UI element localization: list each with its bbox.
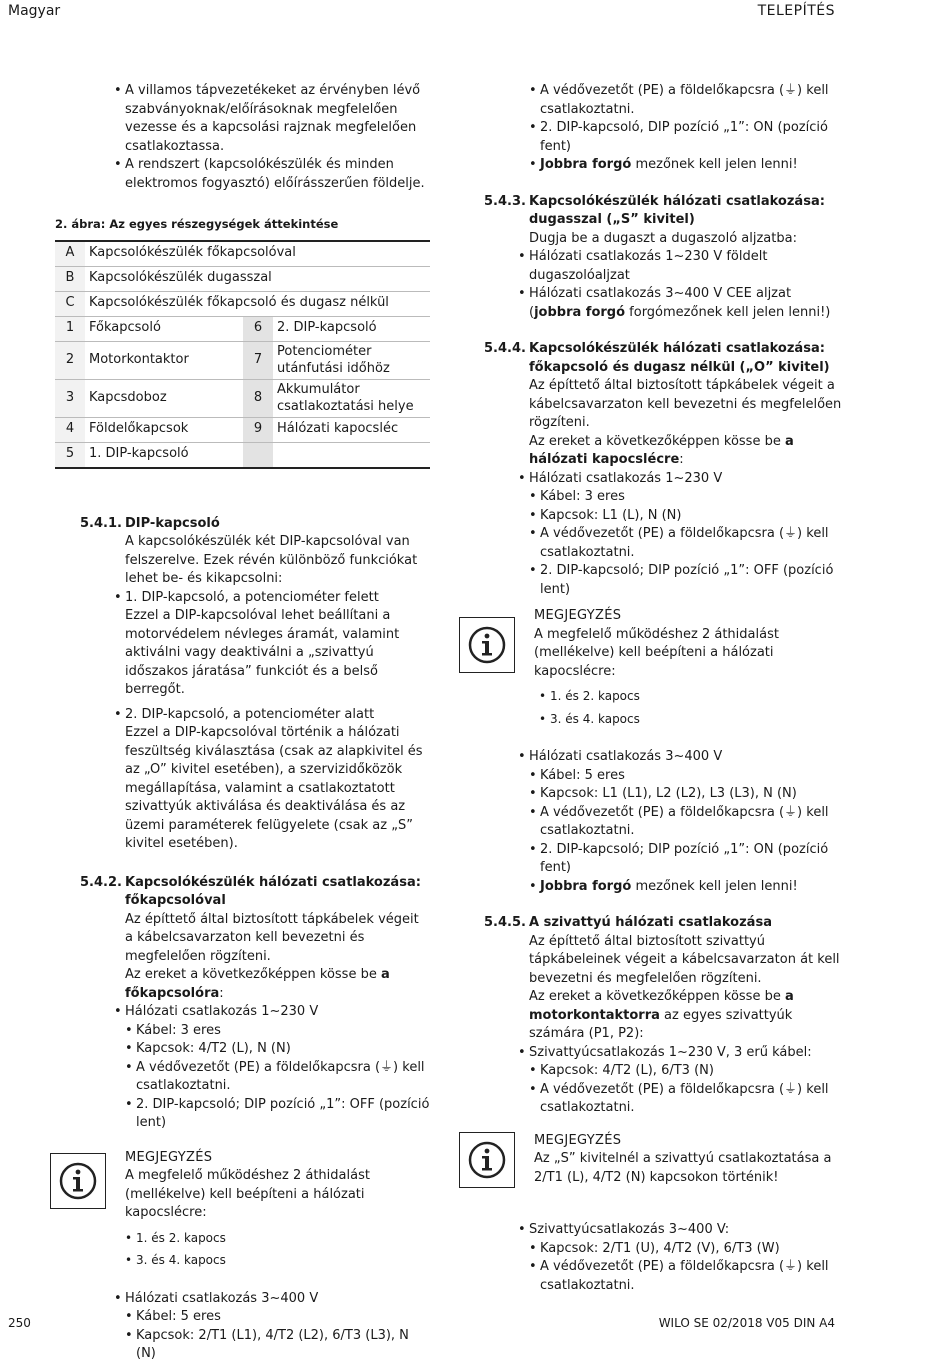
part-number: 8	[243, 379, 273, 417]
section-intro: Az építtető által biztosított szivattyú tápkábeleinek végeit a kábelcsavarzaton át kell bevezetni és megfelelően rögzíteni.	[529, 933, 840, 986]
info-icon	[459, 1132, 515, 1188]
note-box	[125, 1149, 430, 1270]
list-item: • Kapcsok: 2/T1 (L1), 4/T2 (L2), 6/T3 (L3), N (N)	[125, 1327, 430, 1364]
variant-key: B	[55, 266, 85, 291]
section-5-4-4	[484, 340, 844, 896]
list-item: • A védővezetőt (PE) a földelőkapcsra (⏚) kell csatlakoztatni.	[529, 1258, 844, 1295]
variant-label: Kapcsolókészülék dugasszal	[85, 266, 430, 291]
parts-table	[55, 240, 430, 469]
list-item: • 1. és 2. kapocs	[539, 687, 844, 706]
part-label: Potenciométer utánfutási időhöz	[273, 341, 430, 379]
list-item	[114, 706, 430, 854]
left-column	[55, 82, 430, 1364]
section-title: DIP-kapcsoló	[125, 515, 220, 531]
document-reference: WILO SE 02/2018 V05 DIN A4	[658, 1316, 835, 1330]
part-number: 7	[243, 341, 273, 379]
note-text: A megfelelő működéshez 2 áthidalást (mellékelve) kell beépíteni a hálózati kapocslécre:	[125, 1168, 370, 1220]
list-item: • Jobbra forgó mezőnek kell jelen lenni!	[529, 156, 844, 175]
section-intro: A kapcsolókészülék két DIP-kapcsolóval van felszerelve. Ezek révén különböző funkciókat lehet be- és kikapcsolni:	[125, 534, 418, 586]
section-number: 5.4.2.	[80, 874, 122, 890]
connect-text: Az ereket a következőképpen kösse be a hálózati kapocslécre:	[529, 433, 794, 467]
item-title: • 1. DIP-kapcsoló, a potenciométer felett	[125, 589, 379, 605]
list-item: • Kábel: 3 eres	[529, 488, 844, 507]
part-label: Földelőkapcsok	[85, 417, 243, 442]
part-number	[243, 442, 273, 468]
part-number: 2	[55, 341, 85, 379]
section-number: 5.4.4.	[484, 341, 526, 356]
note-title: MEGJEGYZÉS	[534, 608, 622, 623]
table-row	[55, 241, 430, 267]
part-label: Motorkontaktor	[85, 341, 243, 379]
table-row	[55, 341, 430, 379]
page-number: 250	[8, 1316, 31, 1330]
section-intro: Az építtető által biztosított tápkábelek végeit a kábelcsavarzaton kell bevezetni és megfelelően rögzíteni.	[529, 378, 842, 430]
info-icon	[459, 617, 515, 673]
list-item: • Kábel: 3 eres	[125, 1022, 430, 1041]
section-5-4-3	[484, 193, 844, 323]
continued-list	[529, 82, 844, 175]
mains-label: Hálózati csatlakozás 3~400 V	[529, 749, 723, 764]
table-row	[55, 266, 430, 291]
section-title: Kapcsolókészülék hálózati csatlakozása: dugasszal („S” kivitel)	[529, 193, 825, 227]
list-item: • Kábel: 5 eres	[125, 1308, 430, 1327]
pump-label: Szivattyúcsatlakozás 1~230 V, 3 erű kábel:	[529, 1044, 812, 1060]
list-item: • A védővezetőt (PE) a földelőkapcsra (⏚) kell csatlakoztatni.	[529, 1081, 844, 1118]
list-item: • 2. DIP-kapcsoló; DIP pozíció „1”: ON (pozíció fent)	[529, 841, 844, 878]
list-item: • Kapcsok: 4/T2 (L), N (N)	[125, 1040, 430, 1059]
section-title: Kapcsolókészülék hálózati csatlakozása: főkapcsolóval	[125, 874, 421, 908]
list-item	[518, 470, 844, 600]
note-text: A megfelelő működéshez 2 áthidalást (mellékelve) kell beépíteni a hálózati kapocslécre:	[534, 626, 779, 679]
mains-label: Hálózati csatlakozás 3~400 V	[125, 1290, 319, 1306]
section-5-4-5	[484, 914, 844, 1295]
info-icon	[50, 1153, 106, 1209]
variant-label: Kapcsolókészülék főkapcsolóval	[85, 241, 430, 267]
list-item: • A védővezetőt (PE) a földelőkapcsra (⏚) kell csatlakoztatni.	[125, 1059, 430, 1096]
part-number: 1	[55, 316, 85, 341]
table-row	[55, 291, 430, 316]
item-text: Ezzel a DIP-kapcsolóval történik a hálózati feszültség kiválasztása (csak az alapkivitel és az „O” kivitel esetében), a szervizidőközök megállapítása, valamint a csatlakoztatott szivattyúk aktiválása és deaktiválása és az üzemi paraméterek felügyelete (csak az „S” kivitel esetében).	[125, 725, 423, 851]
section-intro: Az építtető által biztosított tápkábelek végeit a kábelcsavarzaton kell bevezetni és megfelelően rögzíteni.	[125, 911, 419, 964]
list-item: • A villamos tápvezetékeket az érvényben lévő szabványoknak/előírásoknak megfelelően vezesse és a kapcsolási rajznak megfelelően csatlakoztassa.	[114, 82, 430, 156]
list-item: • Kábel: 5 eres	[529, 767, 844, 786]
list-item: • 2. DIP-kapcsoló; DIP pozíció „1”: OFF (pozíció lent)	[529, 562, 844, 599]
list-item: • A rendszert (kapcsolókészülék és minden elektromos fogyasztó) előírásszerűen földelje.	[114, 156, 430, 193]
list-item: • 2. DIP-kapcsoló; DIP pozíció „1”: OFF (pozíció lent)	[125, 1096, 430, 1133]
list-item: • Jobbra forgó mezőnek kell jelen lenni!	[529, 878, 844, 897]
list-item: • Kapcsok: L1 (L), N (N)	[529, 507, 844, 526]
table-row	[55, 379, 430, 417]
section-number: 5.4.1.	[80, 515, 122, 531]
section-number: 5.4.5.	[484, 915, 526, 930]
item-title: • 2. DIP-kapcsoló, a potenciométer alatt	[125, 706, 375, 722]
list-item: • Kapcsok: 4/T2 (L), 6/T3 (N)	[529, 1062, 844, 1081]
list-item: • A védővezetőt (PE) a földelőkapcsra (⏚) kell csatlakoztatni.	[529, 804, 844, 841]
table-row	[55, 442, 430, 468]
list-item: • Kapcsok: L1 (L1), L2 (L2), L3 (L3), N (N)	[529, 785, 844, 804]
figure-caption: 2. ábra: Az egyes részegységek áttekintése	[55, 217, 339, 231]
part-label	[273, 442, 430, 468]
list-item: • Hálózati csatlakozás 1~230 V földelt dugaszolóaljzat	[518, 248, 844, 285]
part-label: Hálózati kapocsléc	[273, 417, 430, 442]
section-intro: Dugja be a dugaszt a dugaszoló aljzatba:	[529, 230, 797, 246]
part-label: Kapcsdoboz	[85, 379, 243, 417]
list-item: • 2. DIP-kapcsoló, DIP pozíció „1”: ON (pozíció fent)	[529, 119, 844, 156]
list-item: • 3. és 4. kapocs	[125, 1251, 430, 1270]
section-5-4-2	[80, 874, 430, 1364]
note-title: MEGJEGYZÉS	[125, 1149, 213, 1165]
pump-label: Szivattyúcsatlakozás 3~400 V:	[529, 1222, 730, 1237]
list-item	[114, 1003, 430, 1133]
list-item	[518, 1221, 844, 1295]
list-item	[114, 589, 430, 700]
mains-label: Hálózati csatlakozás 1~230 V	[529, 470, 723, 486]
note-box	[529, 1132, 844, 1188]
variant-key: C	[55, 291, 85, 316]
table-row	[55, 316, 430, 341]
list-item: • Kapcsok: 2/T1 (U), 4/T2 (V), 6/T3 (W)	[529, 1240, 844, 1259]
list-item: • 1. és 2. kapocs	[125, 1229, 430, 1248]
header-section: TELEPÍTÉS	[757, 3, 835, 19]
part-label: Főkapcsoló	[85, 316, 243, 341]
list-item: • A védővezetőt (PE) a földelőkapcsra (⏚) kell csatlakoztatni.	[529, 525, 844, 562]
part-number: 5	[55, 442, 85, 468]
part-label: Akkumulátor csatlakoztatási helye	[273, 379, 430, 417]
part-label: 2. DIP-kapcsoló	[273, 316, 430, 341]
list-item	[518, 748, 844, 896]
list-item	[114, 1290, 430, 1364]
list-item: • 3. és 4. kapocs	[539, 710, 844, 729]
mains-label: Hálózati csatlakozás 1~230 V	[125, 1004, 319, 1019]
right-column	[484, 82, 844, 1295]
section-title: Kapcsolókészülék hálózati csatlakozása: főkapcsoló és dugasz nélkül („O” kivitel)	[529, 341, 830, 375]
section-number: 5.4.3.	[484, 193, 526, 209]
section-title: A szivattyú hálózati csatlakozása	[529, 915, 772, 930]
note-box	[529, 607, 844, 728]
table-row	[55, 417, 430, 442]
note-title: MEGJEGYZÉS	[534, 1132, 622, 1148]
part-number: 9	[243, 417, 273, 442]
header-language: Magyar	[8, 3, 61, 19]
list-item: • A védővezetőt (PE) a földelőkapcsra (⏚) kell csatlakoztatni.	[529, 82, 844, 119]
variant-label: Kapcsolókészülék főkapcsoló és dugasz nélkül	[85, 291, 430, 316]
list-item: • Hálózati csatlakozás 3~400 V CEE aljzat (jobbra forgó forgómezőnek kell jelen lenni!)	[518, 285, 844, 322]
part-label: 1. DIP-kapcsoló	[85, 442, 243, 468]
connect-text: Az ereket a következőképpen kösse be a főkapcsolóra:	[125, 967, 390, 1001]
variant-key: A	[55, 241, 85, 267]
part-number: 6	[243, 316, 273, 341]
item-text: Ezzel a DIP-kapcsolóval lehet beállítani a motorvédelem névleges áramát, valamint aktiválni vagy deaktiválni a „szivattyú időszakos járatása” funkciót és a belső berregőt.	[125, 608, 400, 697]
list-item	[518, 1044, 844, 1118]
part-number: 4	[55, 417, 85, 442]
connect-text: Az ereket a következőképpen kösse be a motorkontaktorra az egyes szivattyúk számára (P1, P2):	[529, 989, 794, 1041]
part-number: 3	[55, 379, 85, 417]
intro-bullets	[114, 82, 430, 193]
note-text: Az „S” kivitelnél a szivattyú csatlakoztatása a 2/T1 (L), 4/T2 (N) kapcsokon történik!	[534, 1151, 832, 1185]
section-5-4-1	[80, 515, 430, 854]
